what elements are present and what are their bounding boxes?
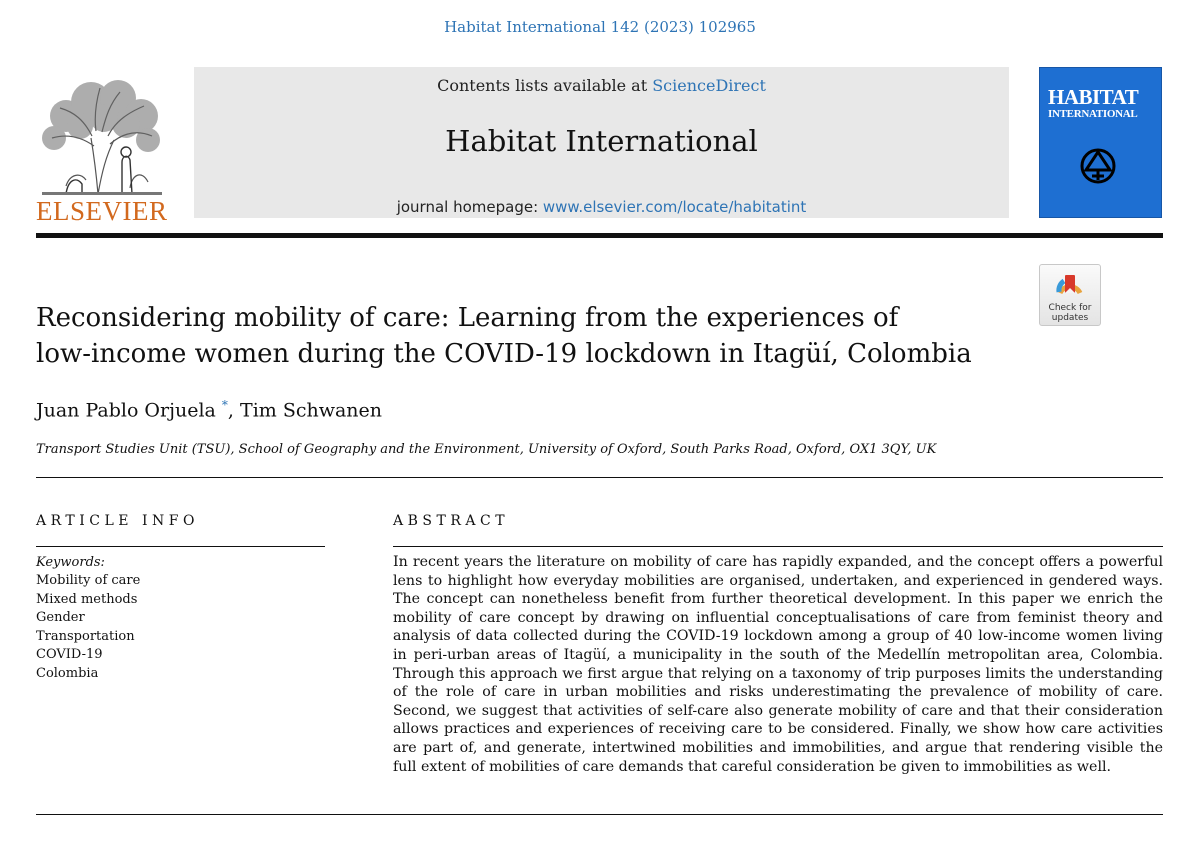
cover-subtitle: INTERNATIONAL — [1048, 108, 1138, 120]
contents-prefix: Contents lists available at — [437, 76, 653, 95]
homepage-prefix: journal homepage: — [396, 198, 543, 216]
author-affiliation: Transport Studies Unit (TSU), School of Geography and the Environment, University of Oxford, South Parks Road, Oxford, OX1 3QY, UK — [36, 442, 937, 457]
abstract-bottom-divider — [36, 814, 1163, 815]
keyword-item: Transportation — [36, 628, 135, 644]
header-divider — [36, 233, 1163, 238]
crossmark-label: Check for updates — [1048, 303, 1092, 323]
journal-homepage-link[interactable]: www.elsevier.com/locate/habitatint — [542, 198, 807, 216]
corresponding-author-mark[interactable]: * — [221, 398, 228, 412]
author-list — [36, 398, 382, 421]
article-title — [36, 300, 1016, 372]
check-for-updates-button[interactable] — [1039, 264, 1101, 326]
contents-line — [194, 76, 1009, 95]
abstract-text: In recent years the literature on mobility of care has rapidly expanded, and the concept offers a powerful lens to highlight how everyday mobilities are organised, undertaken, and experienced in gendered ways. The concept can nonetheless benefit from further theoretical development. In this paper we enrich the mobility of care concept by drawing on influential conceptualisations of care from feminist theory and analysis of data collected during the COVID-19 lockdown among a group of 40 low-income women living in peri-urban areas of Itagüí, a municipality in the south of the Medellín metropolitan area, Colombia. Through this approach we first argue that relying on a taxonomy of trip purposes limits the understanding of the role of care in urban mobilities and risks underestimating the prevalence of mobility of care. Second, we suggest that activities of self-care also generate mobility of care and that their consideration allows practices and experiences of receiving care to be considered. Finally, we show how care activities are part of, and generate, intertwined mobilities and immobilities, and argue that rendering visible the full extent of mobilities of care demands that careful consideration be given to immobilities as well. — [393, 554, 1163, 775]
journal-cover[interactable] — [1039, 67, 1162, 218]
crossmark-icon — [1040, 267, 1100, 305]
homepage-line — [194, 198, 1009, 216]
abstract-heading: ABSTRACT — [393, 513, 510, 529]
keywords-label: Keywords: — [36, 555, 105, 570]
sciencedirect-link[interactable]: ScienceDirect — [652, 76, 766, 95]
keyword-item: Colombia — [36, 665, 99, 681]
article-info-heading: ARTICLE INFO — [36, 513, 199, 529]
keyword-item: COVID-19 — [36, 647, 103, 663]
keyword-item: Mixed methods — [36, 591, 138, 607]
journal-masthead — [194, 67, 1009, 218]
article-info-divider — [36, 546, 325, 547]
title-line-2: low-income women during the COVID-19 lockdown in Itagüí, Colombia — [36, 339, 972, 369]
journal-citation[interactable]: Habitat International 142 (2023) 102965 — [444, 18, 756, 36]
keyword-item: Mobility of care — [36, 573, 141, 588]
cover-title: HABITAT — [1048, 85, 1139, 109]
abstract-divider — [393, 546, 1163, 547]
author-name[interactable]: Juan Pablo Orjuela — [36, 399, 216, 422]
author-separator: , — [227, 399, 241, 422]
author-name[interactable]: Tim Schwanen — [240, 399, 383, 422]
title-line-1: Reconsidering mobility of care: Learning from the experiences of — [36, 303, 899, 333]
keyword-list — [36, 572, 140, 684]
journal-title: Habitat International — [445, 124, 758, 158]
publisher-name: ELSEVIER — [36, 196, 168, 226]
cover-emblem-icon — [1078, 146, 1118, 190]
affiliation-divider — [36, 477, 1163, 478]
keyword-item: Gender — [36, 610, 85, 626]
